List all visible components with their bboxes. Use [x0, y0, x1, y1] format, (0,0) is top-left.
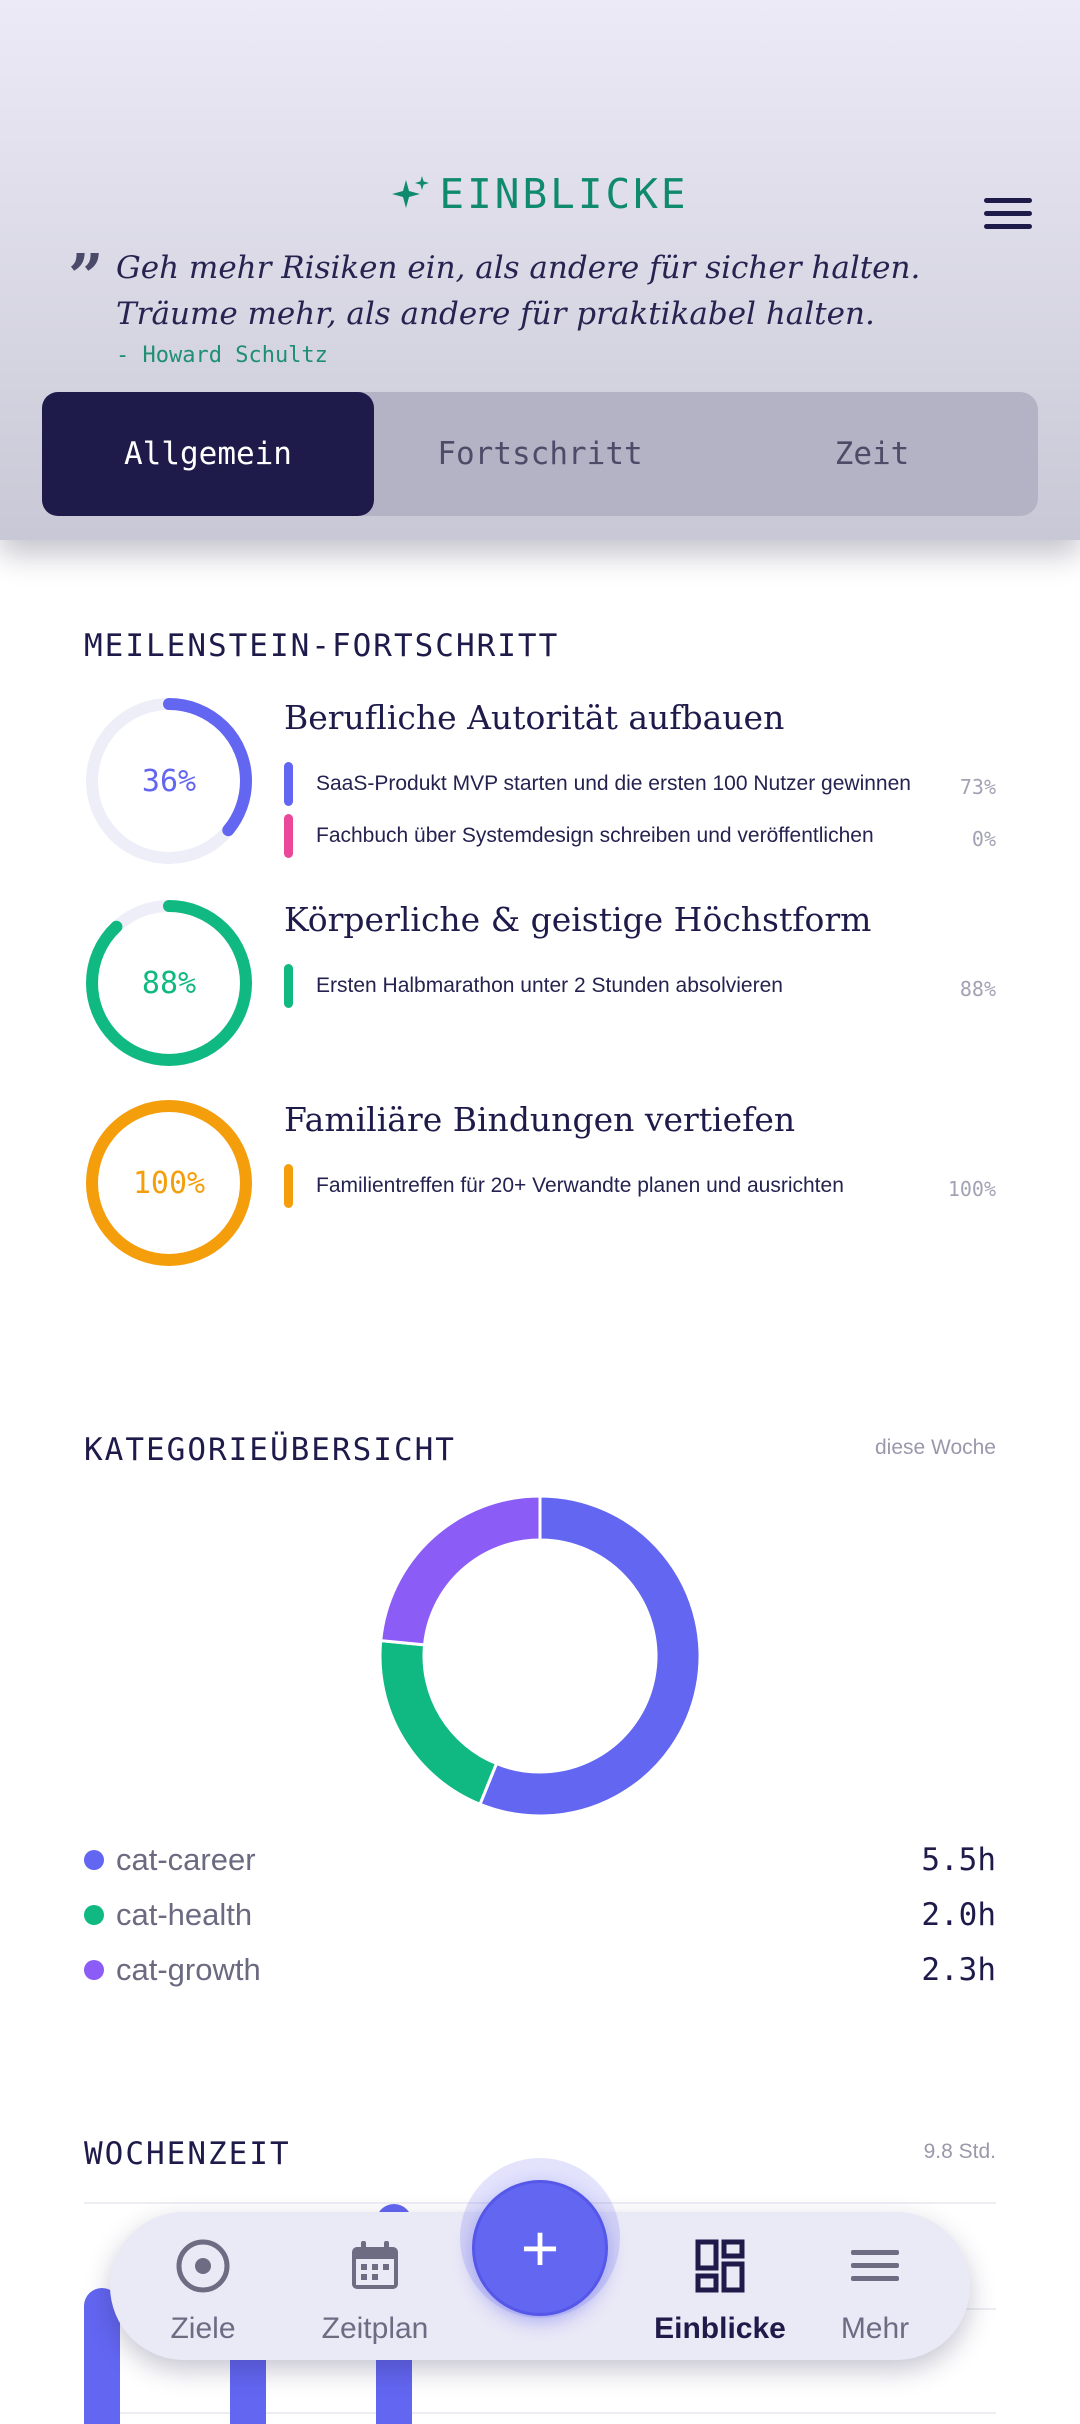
milestone-color-bar: [284, 1164, 293, 1208]
categories-section-title: KATEGORIEÜBERSICHT: [84, 1432, 456, 1468]
donut-slice-cat-growth: [381, 1496, 540, 1645]
nav-label: Ziele: [170, 2312, 236, 2345]
legend-value: 5.5h: [921, 1842, 996, 1878]
category-donut-chart: [378, 1494, 702, 1818]
weekly-section-title: WOCHENZEIT: [84, 2136, 291, 2172]
goal-card[interactable]: [84, 696, 996, 876]
legend-value: 2.3h: [921, 1952, 996, 1988]
milestone-color-bar: [284, 814, 293, 858]
milestone-text: Ersten Halbmarathon unter 2 Stunden absolvieren: [316, 974, 783, 997]
legend-name: cat-health: [116, 1897, 253, 1932]
milestone-percent: 0%: [971, 827, 996, 851]
quote-author: - Howard Schultz: [116, 343, 328, 368]
tab-zeit[interactable]: Zeit: [834, 436, 910, 472]
milestones-section-title: MEILENSTEIN-FORTSCHRITT: [84, 628, 560, 664]
milestone-color-bar: [284, 964, 293, 1008]
goal-title: Berufliche Autorität aufbauen: [284, 698, 785, 737]
chart-grid-line: [84, 2412, 996, 2414]
insights-header: [0, 0, 1080, 540]
legend-item: [84, 1950, 996, 1990]
legend-dot: [84, 1960, 104, 1980]
goal-card[interactable]: [84, 898, 996, 1068]
nav-label: Einblicke: [654, 2312, 786, 2345]
goal-percent: 88%: [141, 965, 197, 1001]
nav-label: Zeitplan: [321, 2312, 429, 2345]
legend-name: cat-growth: [116, 1952, 261, 1987]
goal-title: Familiäre Bindungen vertiefen: [284, 1100, 796, 1139]
goal-percent: 100%: [132, 1165, 206, 1201]
milestone-text: SaaS-Produkt MVP starten und die ersten 100 Nutzer gewinnen: [316, 772, 911, 795]
nav-einblicke[interactable]: [630, 2212, 810, 2360]
legend-item: [84, 1840, 996, 1880]
milestone-item[interactable]: [284, 762, 996, 806]
goal-percent: 36%: [141, 763, 197, 799]
milestone-percent: 88%: [959, 977, 996, 1001]
calendar-icon: [345, 2236, 405, 2296]
milestone-text: Fachbuch über Systemdesign schreiben und veröffentlichen: [316, 824, 874, 847]
menu-icon: [845, 2236, 905, 2296]
legend-value: 2.0h: [921, 1897, 996, 1933]
legend-item: [84, 1895, 996, 1935]
quote-text: Geh mehr Risiken ein, als andere für sicher halten. Träume mehr, als andere für praktikabel halten.: [116, 250, 921, 332]
milestone-item[interactable]: [284, 814, 996, 858]
nav-mehr[interactable]: [800, 2212, 950, 2360]
nav-label: Mehr: [840, 2312, 910, 2345]
page-title-text: EINBLICKE: [439, 170, 689, 218]
nav-ziele[interactable]: [128, 2212, 278, 2360]
weekly-total: 9.8 Std.: [923, 2140, 996, 2163]
nav-zeitplan[interactable]: [300, 2212, 450, 2360]
sparkle-icon: [391, 174, 431, 214]
legend-name: cat-career: [116, 1842, 256, 1877]
hamburger-menu-icon[interactable]: [984, 198, 1032, 232]
legend-dot: [84, 1850, 104, 1870]
target-icon: [173, 2236, 233, 2296]
insights-tabs: [42, 392, 1038, 516]
add-button[interactable]: [472, 2180, 608, 2316]
page-title: [0, 170, 1080, 218]
goal-card[interactable]: [84, 1098, 996, 1268]
milestone-item[interactable]: [284, 964, 996, 1008]
milestone-item[interactable]: [284, 1164, 996, 1208]
tab-fortschritt[interactable]: Fortschritt: [437, 436, 643, 472]
legend-dot: [84, 1905, 104, 1925]
quote-icon: ”: [68, 240, 104, 313]
tab-allgemein[interactable]: Allgemein: [42, 392, 374, 516]
milestone-text: Familientreffen für 20+ Verwandte planen und ausrichten: [316, 1174, 844, 1197]
plus-icon: +: [520, 2211, 560, 2285]
milestone-percent: 73%: [959, 775, 996, 799]
donut-slice-cat-health: [380, 1641, 496, 1805]
goal-title: Körperliche & geistige Höchstform: [284, 900, 872, 939]
dashboard-icon: [690, 2236, 750, 2296]
milestone-percent: 100%: [947, 1177, 996, 1201]
categories-period: diese Woche: [874, 1436, 996, 1459]
milestone-color-bar: [284, 762, 293, 806]
